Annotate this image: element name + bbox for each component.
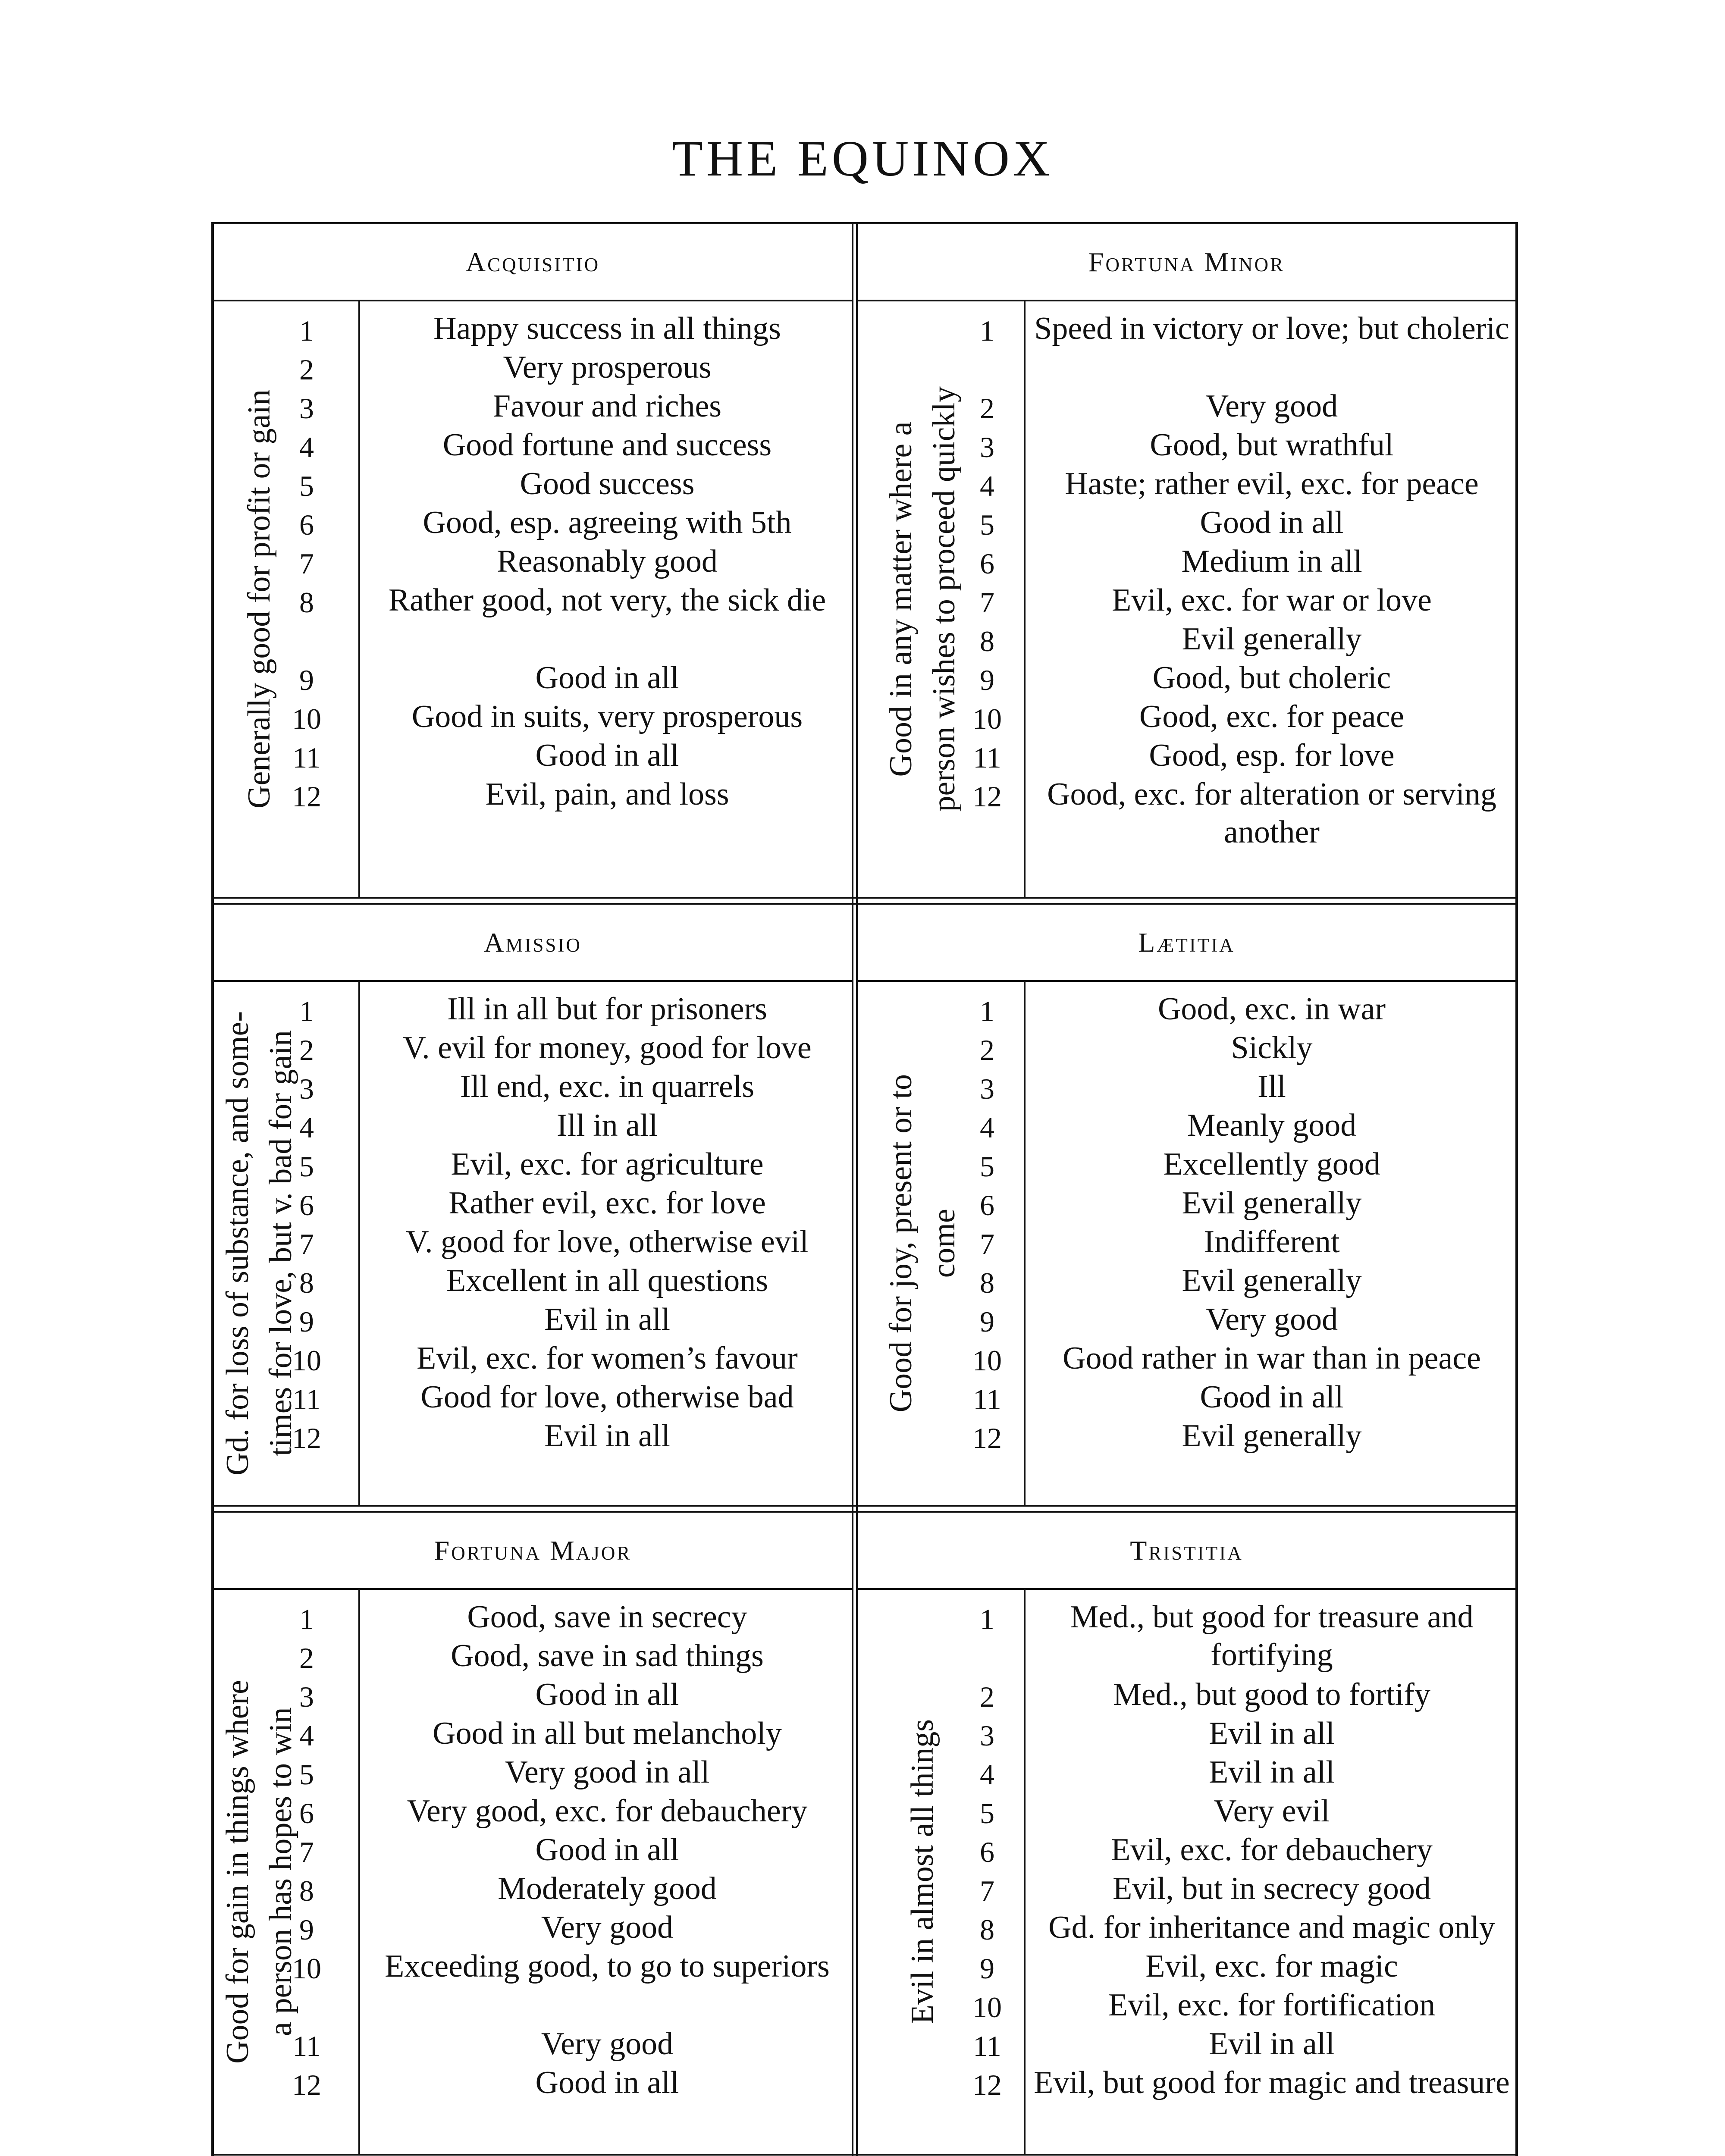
house-number: 6: [980, 1189, 994, 1222]
section-title: Lætitia: [858, 905, 1515, 982]
house-meaning: Evil, exc. for women’s favour: [417, 1341, 798, 1376]
house-number: 3: [299, 1072, 314, 1105]
house-number: 4: [299, 431, 314, 464]
section-body: [858, 981, 1515, 1505]
side-label-line: Gd. for loss of substance, and some-: [220, 1011, 255, 1476]
house-meaning: Good success: [520, 466, 695, 501]
house-meaning: Evil in all: [1209, 2026, 1335, 2062]
house-meaning: Evil generally: [1182, 621, 1362, 657]
house-meaning: Med., but good to fortify: [1113, 1677, 1430, 1712]
figure-section-tristitia: [858, 1513, 1515, 2154]
house-meaning: Evil, exc. for magic: [1145, 1949, 1398, 1984]
house-number: 2: [299, 1642, 314, 1674]
house-number: 1: [299, 1603, 314, 1636]
house-number: 11: [292, 741, 321, 774]
side-label-line: Good for joy, present or to: [883, 1074, 919, 1413]
section-body: [214, 301, 852, 897]
house-number: 3: [299, 1680, 314, 1713]
house-number: 5: [980, 1150, 994, 1183]
house-meaning: Good in all: [535, 1677, 679, 1712]
center-column-divider: [852, 222, 858, 2156]
house-number: 4: [299, 1111, 314, 1144]
house-number: 5: [980, 508, 994, 541]
house-meaning: Speed in victory or love; but choleric: [1034, 311, 1509, 346]
house-meaning: Good in suits, very prosperous: [411, 699, 803, 734]
house-meaning: Good in all: [1200, 505, 1344, 540]
house-number: 4: [299, 1719, 314, 1752]
house-meaning: Good for love, otherwise bad: [420, 1379, 794, 1415]
house-number: 10: [292, 702, 321, 735]
figure-section-fortuna-minor: [858, 224, 1515, 897]
house-number: 11: [973, 2030, 1001, 2062]
house-number: 5: [980, 1797, 994, 1830]
section-title: Fortuna Major: [214, 1513, 852, 1590]
side-label-line: Evil in almost all things: [905, 1719, 940, 2024]
house-meaning: Good, exc. for alteration or serving another: [1047, 777, 1496, 850]
house-meaning: Good in all: [535, 1832, 679, 1868]
section-body: [214, 981, 852, 1505]
house-number: 11: [292, 1383, 321, 1416]
house-meaning: Moderately good: [498, 1871, 717, 1906]
house-number: 8: [299, 586, 314, 619]
section-title: Acquisitio: [214, 224, 852, 301]
house-meaning: Ill: [1258, 1069, 1286, 1104]
house-meaning: Favour and riches: [492, 389, 722, 424]
figure-section-acquisitio: [214, 224, 852, 897]
house-meaning: Rather good, not very, the sick die: [388, 583, 826, 618]
house-meaning: Good, save in secrecy: [467, 1599, 747, 1635]
side-label-line: come: [926, 1208, 962, 1278]
house-meaning: Ill in all but for prisoners: [447, 991, 767, 1027]
house-number: 9: [980, 1305, 994, 1338]
house-meaning: Good in all: [535, 660, 679, 696]
house-meaning: Good, save in sad things: [451, 1638, 764, 1673]
house-number: 5: [299, 1758, 314, 1791]
figure-section-fortuna-major: [214, 1513, 852, 2154]
house-meaning: Excellent in all questions: [446, 1263, 768, 1298]
house-number: 8: [980, 625, 994, 658]
house-number: 6: [980, 547, 994, 580]
house-number: 2: [980, 1034, 994, 1066]
house-number: 9: [980, 664, 994, 696]
house-meaning: Good, exc. for peace: [1139, 699, 1405, 734]
house-meaning: Good, esp. for love: [1149, 738, 1395, 773]
figure-section-amissio: [214, 905, 852, 1505]
house-meaning: Good rather in war than in peace: [1063, 1341, 1481, 1376]
house-number: 4: [980, 470, 994, 502]
house-number: 9: [299, 1305, 314, 1338]
section-body: [214, 1589, 852, 2154]
house-number: 1: [299, 995, 314, 1028]
row-divider-1: [211, 897, 1518, 905]
house-meaning: Evil generally: [1182, 1185, 1362, 1221]
house-meaning: Evil, exc. for agriculture: [451, 1147, 764, 1182]
side-label-line: person wishes to proceed quickly: [926, 386, 962, 812]
house-number: 7: [980, 1874, 994, 1907]
house-meaning: Evil in all: [544, 1302, 670, 1337]
house-number: 10: [972, 1991, 1002, 2024]
house-meaning: Haste; rather evil, exc. for peace: [1065, 466, 1479, 501]
house-number: 5: [299, 1150, 314, 1183]
house-number: 9: [980, 1952, 994, 1985]
house-meaning: Very good: [541, 2026, 674, 2062]
house-number: 3: [299, 392, 314, 425]
house-number: 2: [299, 353, 314, 386]
house-meaning: Very good, exc. for debauchery: [407, 1793, 808, 1829]
side-label-line: times for love, but v. bad for gain: [263, 1030, 298, 1456]
house-number: 12: [972, 780, 1002, 813]
house-meaning: Evil in all: [544, 1418, 670, 1454]
house-number: 2: [299, 1034, 314, 1066]
house-number: 12: [972, 2068, 1002, 2101]
house-number: 9: [299, 664, 314, 696]
house-meaning: Evil, exc. for war or love: [1112, 583, 1432, 618]
house-meaning: Ill in all: [556, 1108, 658, 1143]
house-number: 8: [980, 1913, 994, 1946]
house-meaning: Exceeding good, to go to superiors: [385, 1949, 830, 1984]
house-number: 1: [980, 314, 994, 347]
house-number: 10: [292, 1344, 321, 1377]
house-number: 12: [292, 1422, 321, 1454]
house-number: 6: [299, 508, 314, 541]
house-meaning: Very good: [1205, 1302, 1338, 1337]
house-meaning: Gd. for inheritance and magic only: [1048, 1910, 1495, 1945]
house-meaning: Indifferent: [1204, 1224, 1340, 1260]
house-number: 1: [299, 314, 314, 347]
house-number: 8: [980, 1266, 994, 1299]
house-meaning: Good in all: [535, 738, 679, 773]
figure-section-l-titia: [858, 905, 1515, 1505]
house-meaning: V. good for love, otherwise evil: [406, 1224, 809, 1260]
house-number: 11: [292, 2030, 321, 2062]
house-number: 7: [980, 586, 994, 619]
house-number: 3: [980, 1719, 994, 1752]
house-number: 2: [980, 1680, 994, 1713]
house-number: 7: [980, 1228, 994, 1260]
house-meaning: Very prosperous: [503, 350, 712, 385]
section-title: Amissio: [214, 905, 852, 982]
house-number: 10: [972, 1344, 1002, 1377]
house-number: 9: [299, 1913, 314, 1946]
page-title: THE EQUINOX: [671, 130, 1054, 187]
house-number: 4: [980, 1758, 994, 1791]
house-number: 7: [299, 547, 314, 580]
house-number: 11: [973, 1383, 1001, 1416]
house-number: 6: [299, 1189, 314, 1222]
house-number: 6: [299, 1797, 314, 1830]
section-title: Fortuna Minor: [858, 224, 1515, 301]
house-meaning: Evil, but good for magic and treasure: [1034, 2065, 1510, 2100]
side-label-line: a person has hopes to win: [263, 1707, 298, 2036]
house-meaning: Good, exc. in war: [1157, 991, 1386, 1027]
house-number: 8: [299, 1266, 314, 1299]
house-number: 8: [299, 1874, 314, 1907]
house-meaning: Excellently good: [1163, 1147, 1380, 1182]
house-meaning: Good, esp. agreeing with 5th: [423, 505, 792, 540]
house-meaning: Very good: [541, 1910, 674, 1945]
house-meaning: Reasonably good: [497, 544, 718, 579]
house-number: 11: [973, 741, 1001, 774]
table-bottom-rule: [211, 2154, 1518, 2156]
house-number: 5: [299, 470, 314, 502]
house-meaning: Rather evil, exc. for love: [448, 1185, 766, 1221]
house-meaning: Meanly good: [1187, 1108, 1357, 1143]
side-label-line: Good for gain in things where: [220, 1680, 255, 2064]
house-number: 7: [299, 1836, 314, 1868]
house-meaning: Good in all: [1200, 1379, 1344, 1415]
house-meaning: Evil generally: [1182, 1418, 1362, 1454]
house-meaning: Med., but good for treasure and fortifying: [1070, 1599, 1474, 1673]
house-meaning: Very good in all: [505, 1755, 710, 1790]
house-number: 10: [292, 1952, 321, 1985]
row-divider-2: [211, 1505, 1518, 1513]
house-number: 3: [980, 431, 994, 464]
house-number: 10: [972, 702, 1002, 735]
house-number: 7: [299, 1228, 314, 1260]
house-meaning: Good in all: [535, 2065, 679, 2100]
house-meaning: Happy success in all things: [433, 311, 781, 346]
house-meaning: V. evil for money, good for love: [403, 1030, 812, 1065]
house-meaning: Medium in all: [1181, 544, 1362, 579]
house-number: 2: [980, 392, 994, 425]
section-body: [858, 1589, 1515, 2154]
house-meaning: Sickly: [1231, 1030, 1313, 1065]
house-meaning: Very evil: [1214, 1793, 1330, 1829]
house-meaning: Very good: [1205, 389, 1338, 424]
section-body: [858, 301, 1515, 897]
house-meaning: Evil, exc. for debauchery: [1111, 1832, 1433, 1868]
house-meaning: Evil, pain, and loss: [485, 777, 729, 812]
house-number: 3: [980, 1072, 994, 1105]
house-number: 6: [980, 1836, 994, 1868]
house-meaning: Evil generally: [1182, 1263, 1362, 1298]
house-meaning: Evil, but in secrecy good: [1113, 1871, 1431, 1906]
house-number: 1: [980, 995, 994, 1028]
house-meaning: Evil in all: [1209, 1716, 1335, 1751]
house-meaning: Evil, exc. for fortification: [1108, 1987, 1436, 2023]
section-title: Tristitia: [858, 1513, 1515, 1590]
house-meaning: Ill end, exc. in quarrels: [460, 1069, 755, 1104]
house-meaning: Evil in all: [1209, 1755, 1335, 1790]
house-number: 12: [292, 780, 321, 813]
house-number: 4: [980, 1111, 994, 1144]
house-meaning: Good, but wrathful: [1150, 427, 1394, 463]
house-meaning: Good fortune and success: [442, 427, 772, 463]
house-number: 12: [292, 2068, 321, 2101]
house-number: 1: [980, 1603, 994, 1636]
side-label-line: Good in any matter where a: [883, 421, 919, 777]
side-label-line: Generally good for profit or gain: [242, 389, 277, 808]
house-meaning: Good, but choleric: [1152, 660, 1391, 696]
house-meaning: Good in all but melancholy: [433, 1716, 782, 1751]
house-number: 12: [972, 1422, 1002, 1454]
